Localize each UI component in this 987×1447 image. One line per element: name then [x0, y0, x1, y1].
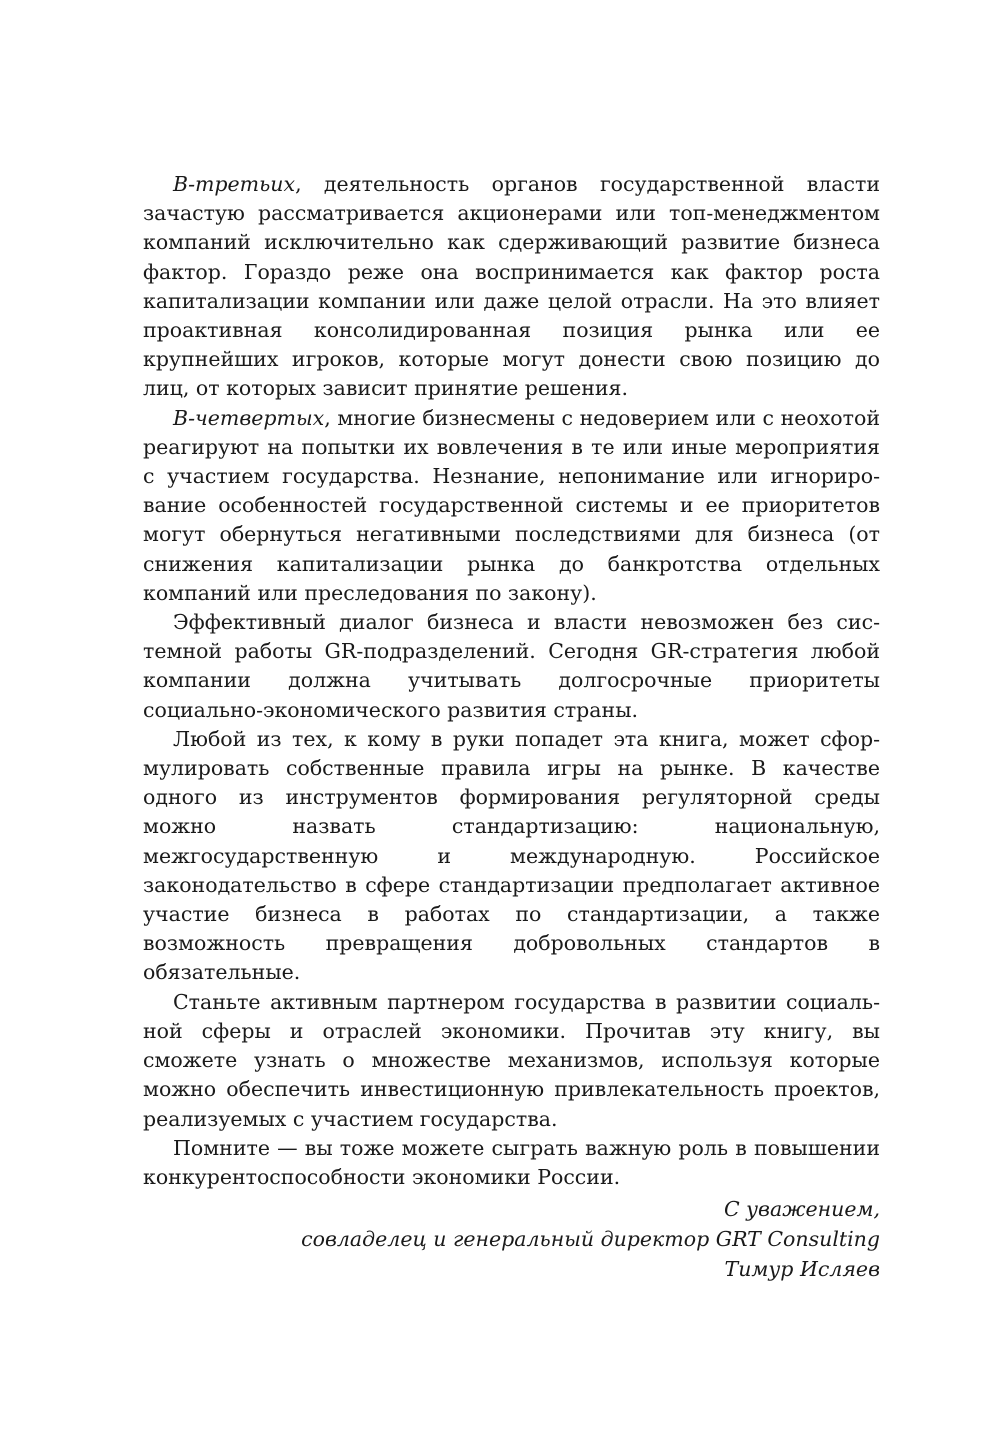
paragraph-2 [143, 404, 880, 608]
paragraph-text: , деятельность органов государственной власти зачастую рассматривается акционерами или топ-менеджментом компаний исключительно как сдерживающий развитие бизнеса фактор. Гораздо реже она воспринимается как фактор роста капитализации компании или даже целой отрасли. На это влияет проактивная консолидированная позиция рынка или ее крупнейших игроков, которые могут донести свою позицию до лиц, от которых зависит принятие решения. [143, 172, 880, 401]
signature-name: Тимур Исляев [724, 1257, 880, 1282]
paragraph-6 [143, 1134, 880, 1192]
paragraph-3 [143, 608, 880, 725]
paragraph-text: , многие бизнесмены с недоверием или с неохотой реагируют на попытки их вовлечения в те или иные мероприятия с участием государства. Незнание, непонимание или игнорирование особенностей государственной системы и ее приоритетов могут обернуться негативными последствиями для бизнеса (от снижения капитализации рынка до банкротства отдельных компаний или преследования по закону). [143, 405, 880, 605]
signature-position: совладелец и генеральный директор GRT Consulting [301, 1227, 880, 1252]
paragraph-text: Эффективный диалог бизнеса и власти невозможен без системной работы GR-подразделений. Сегодня GR-стратегия любой компании должна учитывать долгосрочные приоритеты социально-экономического развития страны. [143, 610, 880, 722]
paragraph-text: Станьте активным партнером государства в развитии социальной сферы и отраслей экономики. Прочитав эту книгу, вы сможете узнать о множестве механизмов, используя которые можно обеспечить инвестиционную привлекательность проектов, реализуемых с участием государства. [143, 989, 880, 1131]
paragraph-1 [143, 170, 880, 404]
signature-greeting: С уважением, [723, 1197, 880, 1222]
signature-block [143, 1194, 880, 1284]
paragraph-4 [143, 725, 880, 988]
paragraph-text: Помните — вы тоже можете сыграть важную роль в повышении конкурентоспособности экономики России. [143, 1135, 880, 1189]
paragraph-lead: В-третьих [173, 172, 296, 196]
letter-body [143, 170, 880, 1284]
paragraph-lead: В-четвертых [173, 405, 325, 430]
paragraph-text: Любой из тех, к кому в руки попадет эта книга, может сформулировать собственные правила игры на рынке. В качестве одного из инструментов формирования регуляторной среды можно назвать стандартизацию: национальную, межгосударственную и международную. Российское законодательство в сфере стандартизации предполагает активное участие бизнеса в работах по стандартизации, а также возможность превращения добровольных стандартов в обязательные. [143, 726, 880, 985]
paragraph-5 [143, 988, 880, 1134]
